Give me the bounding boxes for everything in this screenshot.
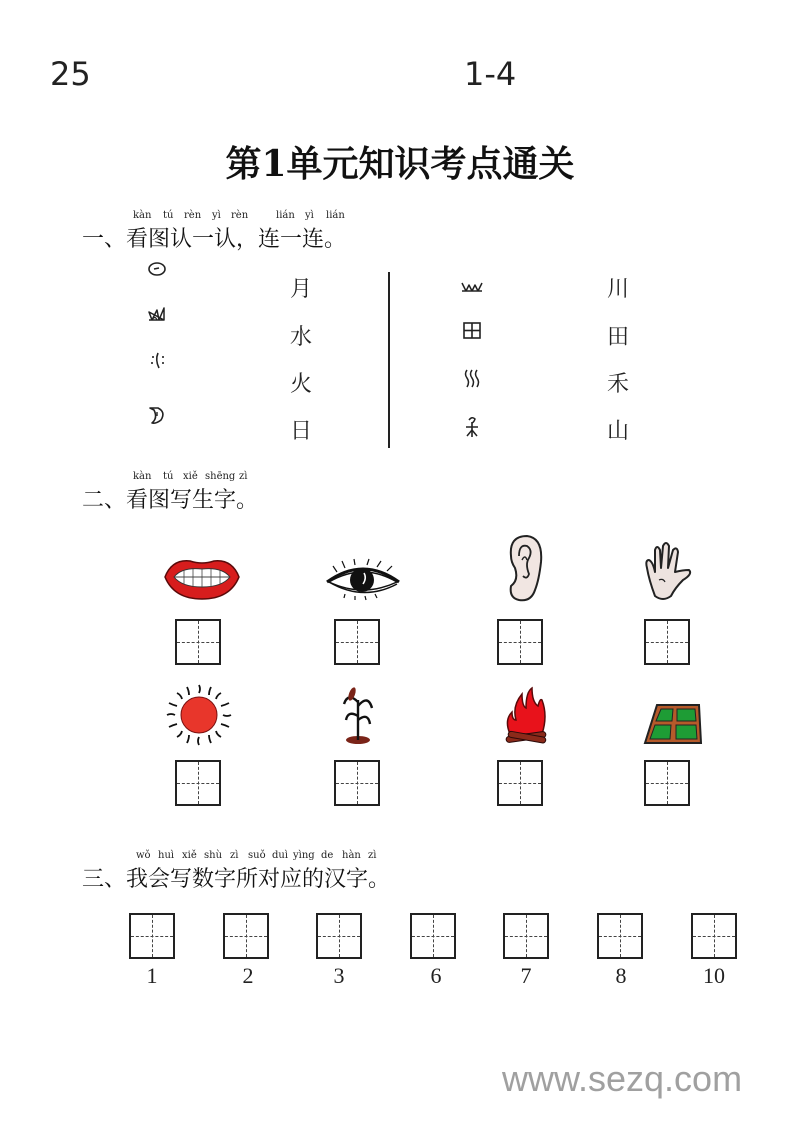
pinyin: zì bbox=[368, 850, 377, 861]
pinyin: yì bbox=[212, 210, 221, 221]
number-label: 1 bbox=[146, 963, 158, 988]
pinyin: zì bbox=[239, 471, 248, 482]
character-shui[interactable]: 水 bbox=[290, 325, 313, 350]
section1-pinyin bbox=[133, 210, 373, 222]
pinyin: lián bbox=[326, 210, 345, 221]
character-ri[interactable]: 日 bbox=[290, 419, 313, 444]
writing-box-field[interactable] bbox=[644, 760, 690, 806]
character-he[interactable]: 禾 bbox=[607, 372, 630, 397]
section1-heading: 一、看图认一认，连一连。 bbox=[82, 227, 347, 252]
pinyin: de bbox=[321, 850, 334, 861]
watermark: www.sezq.com bbox=[502, 1058, 743, 1099]
writing-box-number-8[interactable] bbox=[597, 913, 643, 959]
writing-box-sun[interactable] bbox=[175, 760, 221, 806]
pinyin: zì bbox=[230, 850, 239, 861]
section3-pinyin bbox=[136, 850, 396, 862]
pinyin: kàn bbox=[133, 471, 152, 482]
pinyin: xiě bbox=[183, 471, 198, 482]
writing-box-number-10[interactable] bbox=[691, 913, 737, 959]
fire-oracle-glyph-icon bbox=[144, 302, 170, 328]
writing-box-hand[interactable] bbox=[644, 619, 690, 665]
character-shan[interactable]: 山 bbox=[607, 419, 630, 444]
river-oracle-glyph-icon bbox=[459, 366, 485, 392]
field-picture-icon bbox=[643, 703, 703, 745]
grain-oracle-glyph-icon bbox=[459, 414, 485, 440]
writing-box-number-6[interactable] bbox=[410, 913, 456, 959]
pinyin: suǒ bbox=[248, 850, 266, 861]
pinyin: hàn bbox=[342, 850, 361, 861]
character-tian[interactable]: 田 bbox=[607, 325, 630, 350]
character-yue[interactable]: 月 bbox=[290, 277, 313, 302]
ear-picture-icon bbox=[505, 534, 547, 604]
pinyin: lián bbox=[276, 210, 295, 221]
mountain-oracle-glyph-icon bbox=[459, 274, 485, 300]
writing-box-number-1[interactable] bbox=[129, 913, 175, 959]
pinyin: rèn bbox=[184, 210, 202, 221]
moon-oracle-glyph-icon bbox=[144, 402, 170, 428]
pinyin: duì bbox=[272, 850, 289, 861]
writing-box-number-3[interactable] bbox=[316, 913, 362, 959]
writing-box-number-2[interactable] bbox=[223, 913, 269, 959]
number-label: 6 bbox=[430, 963, 442, 988]
pinyin: tú bbox=[163, 471, 174, 482]
pinyin: yìng bbox=[293, 850, 315, 861]
page-title: 第1单元知识考点通关 bbox=[225, 143, 575, 185]
writing-box-fire[interactable] bbox=[497, 760, 543, 806]
sun-picture-icon bbox=[165, 683, 233, 747]
pinyin: tú bbox=[163, 210, 174, 221]
number-label: 3 bbox=[333, 963, 345, 988]
pinyin: rèn bbox=[231, 210, 249, 221]
field-oracle-glyph-icon bbox=[459, 318, 485, 344]
eye-picture-icon bbox=[325, 558, 401, 602]
writing-box-mouth[interactable] bbox=[175, 619, 221, 665]
number-label: 10 bbox=[703, 963, 725, 988]
section2-heading: 二、看图写生字。 bbox=[82, 488, 259, 513]
pinyin: kàn bbox=[133, 210, 152, 221]
pinyin: shēng bbox=[205, 471, 236, 482]
pinyin: wǒ bbox=[136, 850, 151, 861]
writing-box-ear[interactable] bbox=[497, 619, 543, 665]
sun-oracle-glyph-icon bbox=[144, 256, 170, 282]
vertical-divider bbox=[388, 272, 390, 448]
grain-plant-picture-icon bbox=[338, 686, 378, 746]
hand-picture-icon bbox=[643, 540, 693, 602]
number-label: 8 bbox=[615, 963, 627, 988]
page-number: 25 bbox=[50, 55, 91, 93]
fire-picture-icon bbox=[502, 686, 550, 746]
pinyin: yì bbox=[305, 210, 314, 221]
writing-box-eye[interactable] bbox=[334, 619, 380, 665]
mouth-picture-icon bbox=[162, 553, 242, 603]
character-huo[interactable]: 火 bbox=[290, 372, 313, 397]
section2-pinyin bbox=[133, 471, 273, 483]
pinyin: shù bbox=[204, 850, 223, 861]
section3-heading: 三、我会写数字所对应的汉字。 bbox=[82, 867, 391, 892]
number-label: 2 bbox=[242, 963, 254, 988]
pinyin: huì bbox=[158, 850, 175, 861]
number-label: 7 bbox=[520, 963, 532, 988]
writing-box-number-7[interactable] bbox=[503, 913, 549, 959]
water-oracle-glyph-icon bbox=[144, 348, 170, 374]
writing-box-grain[interactable] bbox=[334, 760, 380, 806]
lesson-range: 1-4 bbox=[464, 55, 517, 93]
pinyin: xiě bbox=[182, 850, 197, 861]
character-chuan[interactable]: 川 bbox=[607, 277, 630, 302]
